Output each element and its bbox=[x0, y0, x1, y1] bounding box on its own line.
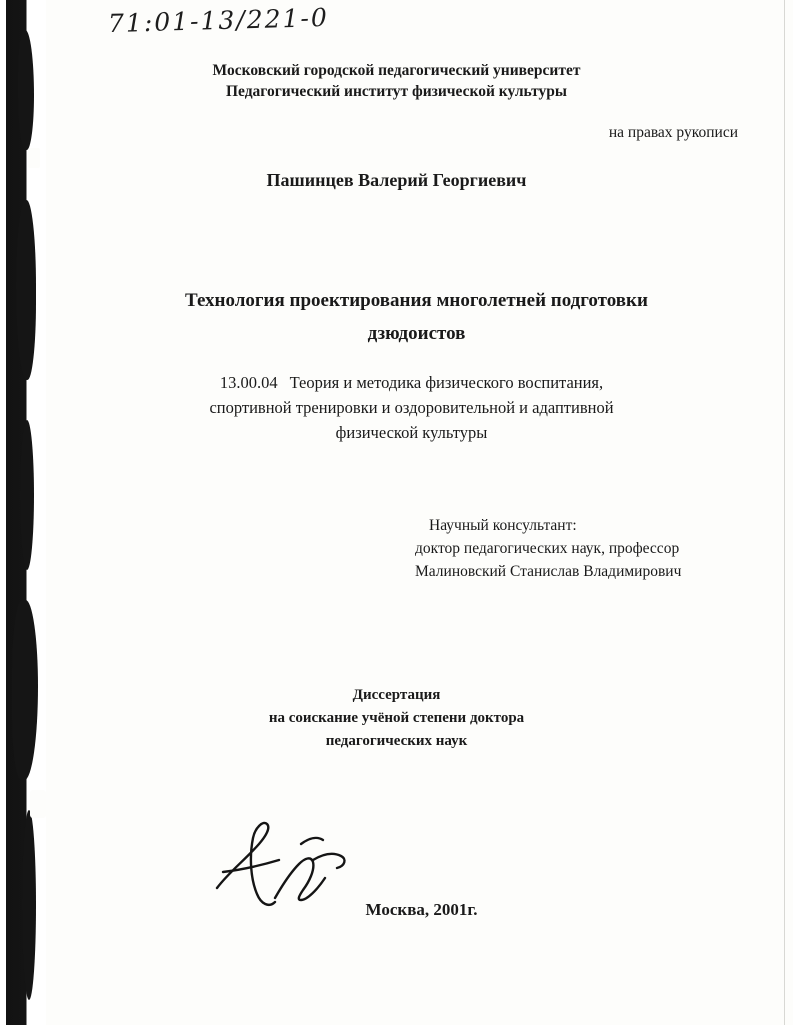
scan-blob bbox=[20, 420, 34, 570]
specialty-block bbox=[130, 370, 693, 445]
specialty-line-1: Теория и методика физического воспитания, bbox=[289, 373, 604, 392]
imprint-city-year: Москва, 2001г. bbox=[365, 900, 478, 919]
scan-blob bbox=[16, 200, 36, 380]
title-line-1: Технология проектирования многолетней подготовки bbox=[185, 290, 648, 311]
consultant-degree: доктор педагогических наук, профессор bbox=[415, 540, 680, 557]
organization-block bbox=[0, 60, 793, 102]
specialty-line-3: физической культуры bbox=[335, 423, 488, 442]
specialty-line-2: спортивной тренировки и оздоровительной и адаптивной bbox=[209, 398, 614, 417]
scientific-consultant-block bbox=[415, 514, 681, 583]
archive-code-handwritten: 71:01-13/221-0 bbox=[107, 2, 330, 39]
thesis-line-2: на соискание учёной степени доктора bbox=[268, 710, 525, 726]
consultant-heading: Научный консультант: bbox=[429, 517, 577, 534]
thesis-line-3: педагогических наук bbox=[325, 733, 468, 749]
organization-line-2: Педагогический институт физической культуры bbox=[225, 83, 568, 100]
scan-notch bbox=[28, 148, 40, 168]
author-name: Пашинцев Валерий Георгиевич bbox=[266, 170, 527, 190]
scan-edge-artifact bbox=[0, 0, 46, 1025]
organization-line-1: Московский городской педагогический университет bbox=[212, 62, 581, 79]
manuscript-note: на правах рукописи bbox=[608, 124, 738, 141]
page-edge-rule bbox=[784, 0, 785, 1025]
dissertation-title bbox=[110, 284, 723, 350]
scan-notch bbox=[30, 790, 46, 818]
thesis-statement-block bbox=[0, 684, 793, 753]
title-line-2: дзюдоистов bbox=[367, 323, 466, 344]
thesis-line-1: Диссертация bbox=[352, 687, 441, 703]
consultant-name: Малиновский Станислав Владимирович bbox=[415, 563, 682, 580]
specialty-code: 13.00.04 bbox=[219, 373, 278, 392]
